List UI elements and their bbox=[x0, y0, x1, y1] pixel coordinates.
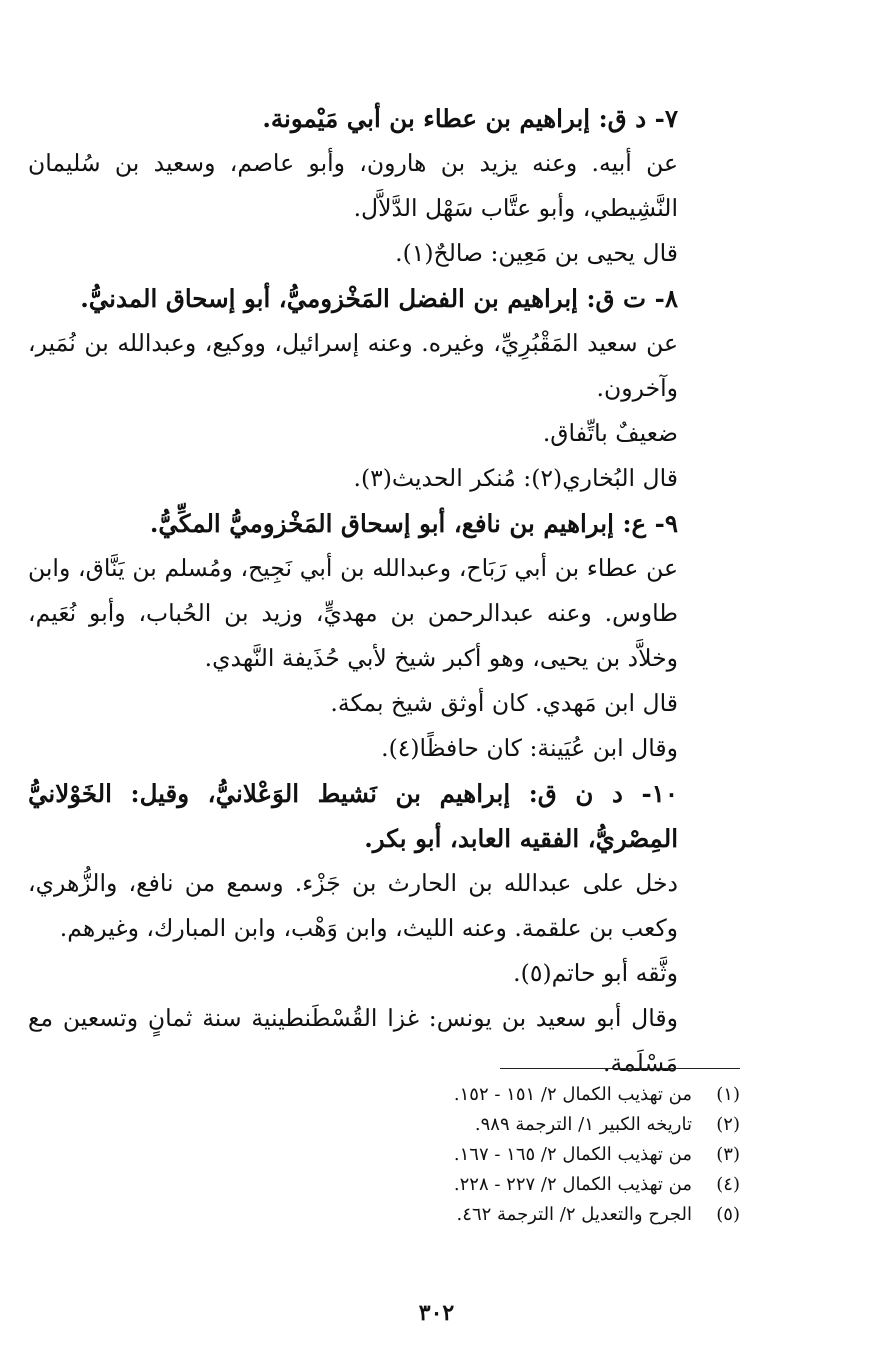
footnote-text: من تهذيب الكمال ٢/ ١٦٥ - ١٦٧. bbox=[453, 1144, 692, 1165]
footnote-number: (٣) bbox=[716, 1144, 740, 1165]
footnote-number: (٤) bbox=[716, 1174, 740, 1195]
footnote bbox=[350, 1200, 740, 1230]
entry-heading: ٧- د ق: إبراهيم بن عطاء بن أبي مَيْمونة. bbox=[262, 104, 678, 133]
footnote-number: (١) bbox=[716, 1084, 740, 1105]
entry-paragraph: عن سعيد المَقْبُرِيِّ، وغيره. وعنه إسرائيل، ووكيع، وعبدالله بن نُمَير، وآخرون. bbox=[28, 329, 678, 402]
footnote-text: من تهذيب الكمال ٢/ ٢٢٧ - ٢٢٨. bbox=[453, 1174, 692, 1195]
entry-paragraph: قال البُخاري(٢): مُنكر الحديث(٣). bbox=[353, 464, 678, 492]
entry-paragraph: وقال أبو سعيد بن يونس: غزا القُسْطَنطينية سنة ثمانٍ وتسعين مع مَسْلَمة. bbox=[28, 1004, 678, 1077]
entry-paragraph: دخل على عبدالله بن الحارث بن جَزْء. وسمع من نافع، والزُّهري، وكعب بن علقمة. وعنه الليث، وابن وَهْب، وابن المبارك، وغيرهم. bbox=[28, 869, 678, 942]
entry-paragraph: عن أبيه. وعنه يزيد بن هارون، وأبو عاصم، وسعيد بن سُليمان النَّشِيطي، وأبو عتَّاب سَهْل الدَّلاَّل. bbox=[28, 149, 678, 222]
footnote bbox=[350, 1170, 740, 1200]
page-number: ٣٠٢ bbox=[418, 1300, 455, 1326]
main-text bbox=[28, 96, 740, 1086]
footnote-text: الجرح والتعديل ٢/ الترجمة ٤٦٢. bbox=[456, 1204, 692, 1225]
footnote-number: (٢) bbox=[716, 1114, 740, 1135]
footnotes bbox=[350, 1080, 740, 1230]
entry-paragraph: وقال ابن عُيَينة: كان حافظًا(٤). bbox=[381, 734, 678, 762]
footnote-divider bbox=[500, 1068, 740, 1069]
entry-paragraph: قال ابن مَهدي. كان أوثق شيخ بمكة. bbox=[330, 689, 678, 717]
footnote bbox=[350, 1080, 740, 1110]
footnote-number: (٥) bbox=[716, 1204, 740, 1225]
footnote bbox=[350, 1110, 740, 1140]
entry-heading: ٩- ع: إبراهيم بن نافع، أبو إسحاق المَخْزوميُّ المكِّيُّ. bbox=[149, 509, 678, 538]
footnote-text: من تهذيب الكمال ٢/ ١٥١ - ١٥٢. bbox=[453, 1084, 692, 1105]
entry-heading: ١٠- د ن ق: إبراهيم بن نَشيط الوَعْلانيُّ، وقيل: الخَوْلانيُّ المِصْريُّ، الفقيه العابد، أبو بكر. bbox=[28, 779, 678, 853]
entry-paragraph: ضعيفٌ باتِّفاق. bbox=[542, 419, 678, 447]
entry-paragraph: قال يحيى بن مَعِين: صالحٌ(١). bbox=[395, 239, 678, 267]
entry-paragraph: وثَّقه أبو حاتم(٥). bbox=[513, 959, 678, 987]
entry-paragraph: عن عطاء بن أبي رَبَاح، وعبدالله بن أبي نَجِيح، ومُسلم بن يَنَّاق، وابن طاوس. وعنه عبدالرحمن بن مهديٍّ، وزيد بن الحُباب، وأبو نُعَيم، وخلاَّد بن يحيى، وهو أكبر شيخ لأبي حُذَيفة النَّهدي. bbox=[28, 554, 678, 672]
entry-heading: ٨- ت ق: إبراهيم بن الفضل المَخْزوميُّ، أبو إسحاق المدنيُّ. bbox=[80, 284, 678, 313]
footnote bbox=[350, 1140, 740, 1170]
footnote-text: تاريخه الكبير ١/ الترجمة ٩٨٩. bbox=[474, 1114, 692, 1135]
